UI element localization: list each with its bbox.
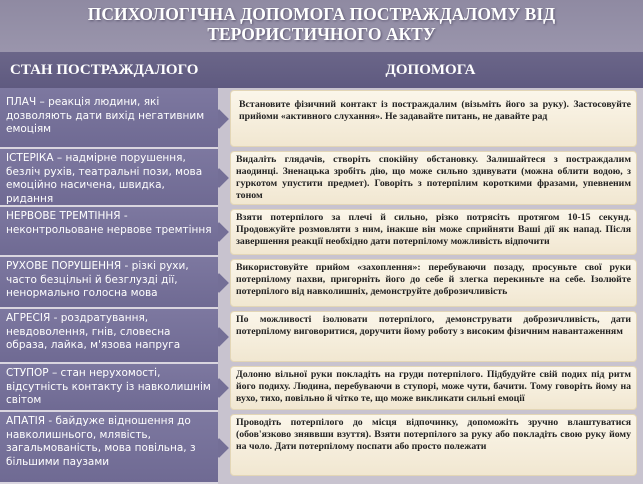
- table-row: [0, 309, 643, 364]
- arrow-icon: [218, 149, 230, 207]
- state-column-header: СТАН ПОСТРАЖДАЛОГО: [0, 52, 218, 88]
- state-cell: СТУПОР – стан нерухомості, відсутність контакту із навколишнім світом: [0, 364, 218, 412]
- help-cell: Встановите фізичний контакт із постраждалим (візьміть його за руку). Застосовуйте прийоми «активного слухання». Не задавайте питань, не давайте рад: [230, 90, 637, 147]
- state-cell: НЕРВОВЕ ТРЕМТІННЯ - неконтрольоване нервове тремтіння: [0, 207, 218, 257]
- table-row: [0, 412, 643, 484]
- arrow-icon: [218, 207, 230, 257]
- arrow-icon: [218, 309, 230, 364]
- state-cell: АПАТІЯ - байдуже відношення до навколишнього, млявість, загальмованість, мова повільна, з більшими паузами: [0, 412, 218, 484]
- table-row: [0, 364, 643, 412]
- state-cell: ПЛАЧ – реакція людини, які дозволяють дати вихід негативним емоціям: [0, 88, 218, 149]
- table-row: [0, 207, 643, 257]
- table-row: [0, 88, 643, 149]
- help-cell: Проводіть потерпілого до місця відпочинку, допоможіть зручно влаштуватися (обов'язково зняввши взуття). Взяти потерпілого за руку або покладіть свою руку йому на чоло. Дати потерпілому поспати або просто полежати: [230, 414, 637, 476]
- help-cell: По можливості ізолювати потерпілого, демонструвати доброзичливість, дати потерпілому виговоритися, доручити йому роботу з високим фізичним навантаженням: [230, 311, 637, 362]
- arrow-icon: [218, 88, 230, 149]
- state-cell: РУХОВЕ ПОРУШЕННЯ - різкі рухи, часто безцільні й безглузді дії, ненормально голосна мова: [0, 257, 218, 309]
- arrow-icon: [218, 412, 230, 484]
- help-cell: Долоню вільної руки покладіть на груди потерпілого. Підбудуйте свій подих під ритм його подиху. Людина, перебуваючи в ступорі, може чути, бачити. Тому говоріть йому на вухо, тихо, повільно й чітко те, що може викликати сильні емоції: [230, 366, 637, 410]
- help-column-header: ДОПОМОГА: [218, 52, 643, 88]
- table-row: [0, 257, 643, 309]
- arrow-icon: [218, 364, 230, 412]
- state-cell: ІСТЕРІКА – надмірне порушення, безліч рухів, театральні пози, мова емоційно насичена, швидка, ридання: [0, 149, 218, 207]
- state-cell: АГРЕСІЯ - роздратування, невдоволення, гнів, словесна образа, лайка, м'язова напруга: [0, 309, 218, 364]
- help-cell: Видаліть глядачів, створіть спокійну обстановку. Залишайтеся з постраждалим наодинці. Зненацька зробіть дію, що може сильно здивувати (можна облити водою, з гуркотом упустити предмет). Говоріть з потерпілим короткими фразами, упевненим тоном: [230, 151, 637, 205]
- help-cell: Взяти потерпілого за плечі й сильно, різко потрясіть протягом 10-15 секунд. Продовжуйте розмовляти з ним, інакше він може сприйняти Ваші дії як напад. Після завершення реакції необхідно дати потерпілому можливість відпочити: [230, 209, 637, 255]
- page-title: ПСИХОЛОГІЧНА ДОПОМОГА ПОСТРАЖДАЛОМУ ВІД ТЕРОРИСТИЧНОГО АКТУ: [0, 0, 643, 52]
- arrow-icon: [218, 257, 230, 309]
- table-row: [0, 149, 643, 207]
- help-cell: Використовуйте прийом «захоплення»: перебуваючи позаду, просуньте свої руки потерпілому пахви, пригорніть його до себе й злегка перекиньте на себе. Ізолюйте потерпілого від навколишніх, демонструйте доброзичливість: [230, 259, 637, 307]
